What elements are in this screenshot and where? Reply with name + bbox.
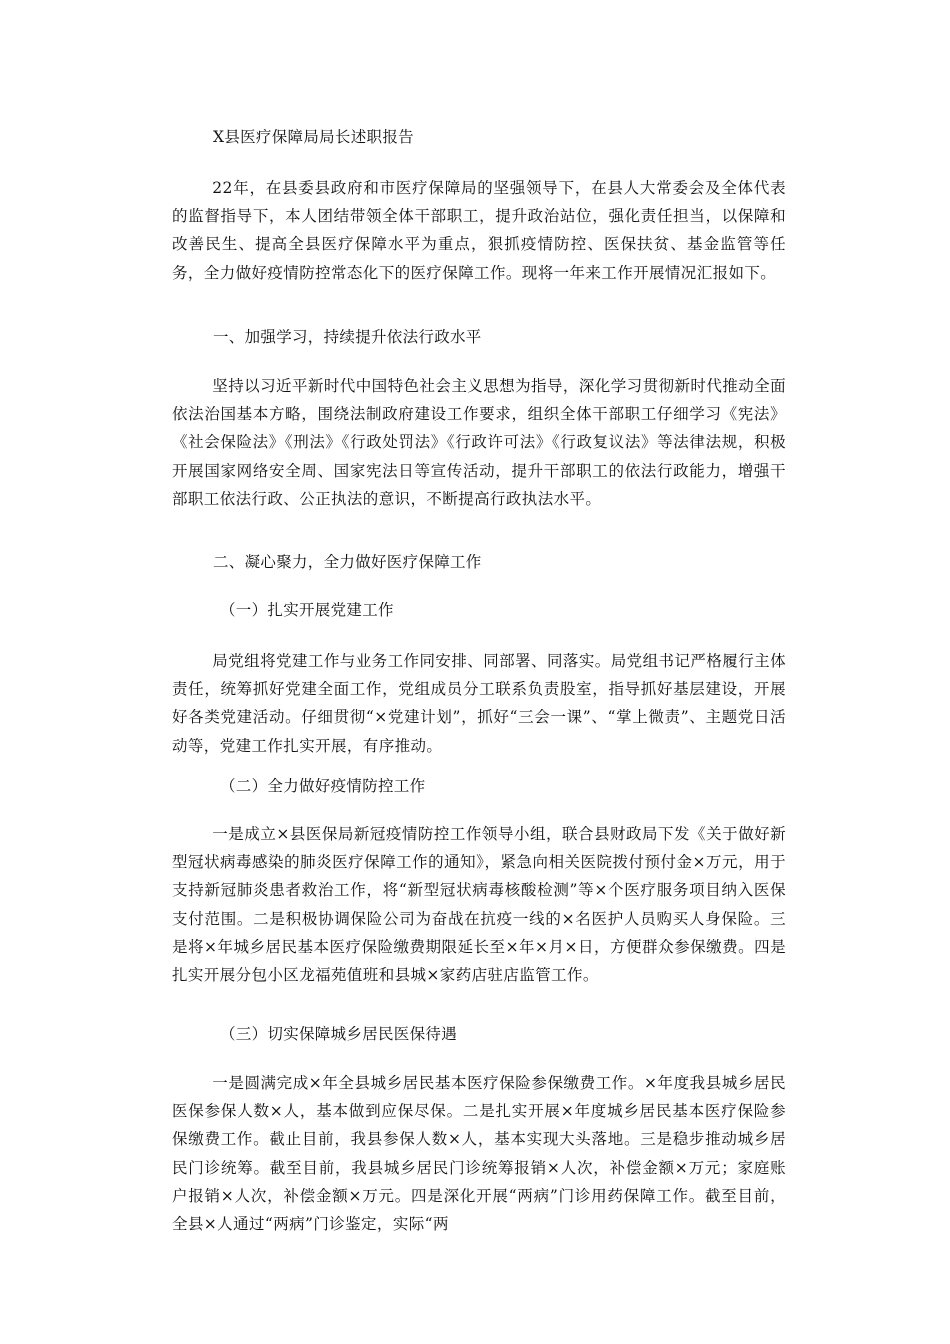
section-2-heading: 二、凝心聚力，全力做好医疗保障工作 xyxy=(213,553,482,571)
document-title: X县医疗保障局局长述职报告 xyxy=(213,128,414,146)
subsection-3-heading: （三）切实保障城乡居民医保待遇 xyxy=(220,1025,458,1043)
subsection-2-heading: （二）全力做好疫情防控工作 xyxy=(220,777,426,795)
section-1-paragraph: 坚持以习近平新时代中国特色社会主义思想为指导，深化学习贯彻新时代推动全面依法治国基本方略，围绕法制政府建设工作要求，组织全体干部职工仔细学习《宪法》《社会保险法》《刑法》《行政处罚法》《行政许可法》《行政复议法》等法律法规，积极开展国家网络安全周、国家宪法日等宣传活动，提升干部职工的依法行政能力，增强干部职工依法行政、公正执法的意识，不断提高行政执法水平。 xyxy=(172,377,786,508)
section-1-heading: 一、加强学习，持续提升依法行政水平 xyxy=(213,328,482,346)
intro-paragraph: 22年，在县委县政府和市医疗保障局的坚强领导下，在县人大常委会及全体代表的监督指导下，本人团结带领全体干部职工，提升政治站位，强化责任担当，以保障和改善民生、提高全县医疗保障水平为重点，狠抓疫情防控、医保扶贫、基金监管等任务，全力做好疫情防控常态化下的医疗保障工作。现将一年来工作开展情况汇报如下。 xyxy=(172,179,786,282)
subsection-3-paragraph: 一是圆满完成×年全县城乡居民基本医疗保险参保缴费工作。×年度我县城乡居民医保参保人数×人，基本做到应保尽保。二是扎实开展×年度城乡居民基本医疗保险参保缴费工作。截止目前，我县参保人数×人，基本实现大头落地。三是稳步推动城乡居民门诊统筹。截至目前，我县城乡居民门诊统筹报销×人次，补偿金额×万元；家庭账户报销×人次，补偿金额×万元。四是深化开展“两病”门诊用药保障工作。截至目前，全县×人通过“两病”门诊鉴定，实际“两 xyxy=(172,1074,786,1234)
subsection-1-paragraph: 局党组将党建工作与业务工作同安排、同部署、同落实。局党组书记严格履行主体责任，统筹抓好党建全面工作，党组成员分工联系负责股室，指导抓好基层建设，开展好各类党建活动。仔细贯彻“×党建计划”，抓好“三会一课”、“掌上微责”、主题党日活动等，党建工作扎实开展，有序推动。 xyxy=(172,652,786,755)
subsection-2-paragraph: 一是成立×县医保局新冠疫情防控工作领导小组，联合县财政局下发《关于做好新型冠状病毒感染的肺炎医疗保障工作的通知》，紧急向相关医院拨付预付金×万元，用于支持新冠肺炎患者救治工作，将“新型冠状病毒核酸检测”等×个医疗服务项目纳入医保支付范围。二是积极协调保险公司为奋战在抗疫一线的×名医护人员购买人身保险。三是将×年城乡居民基本医疗保险缴费期限延长至×年×月×日，方便群众参保缴费。四是扎实开展分包小区龙福苑值班和县城×家药店驻店监管工作。 xyxy=(172,825,786,985)
subsection-1-heading: （一）扎实开展党建工作 xyxy=(220,601,394,619)
